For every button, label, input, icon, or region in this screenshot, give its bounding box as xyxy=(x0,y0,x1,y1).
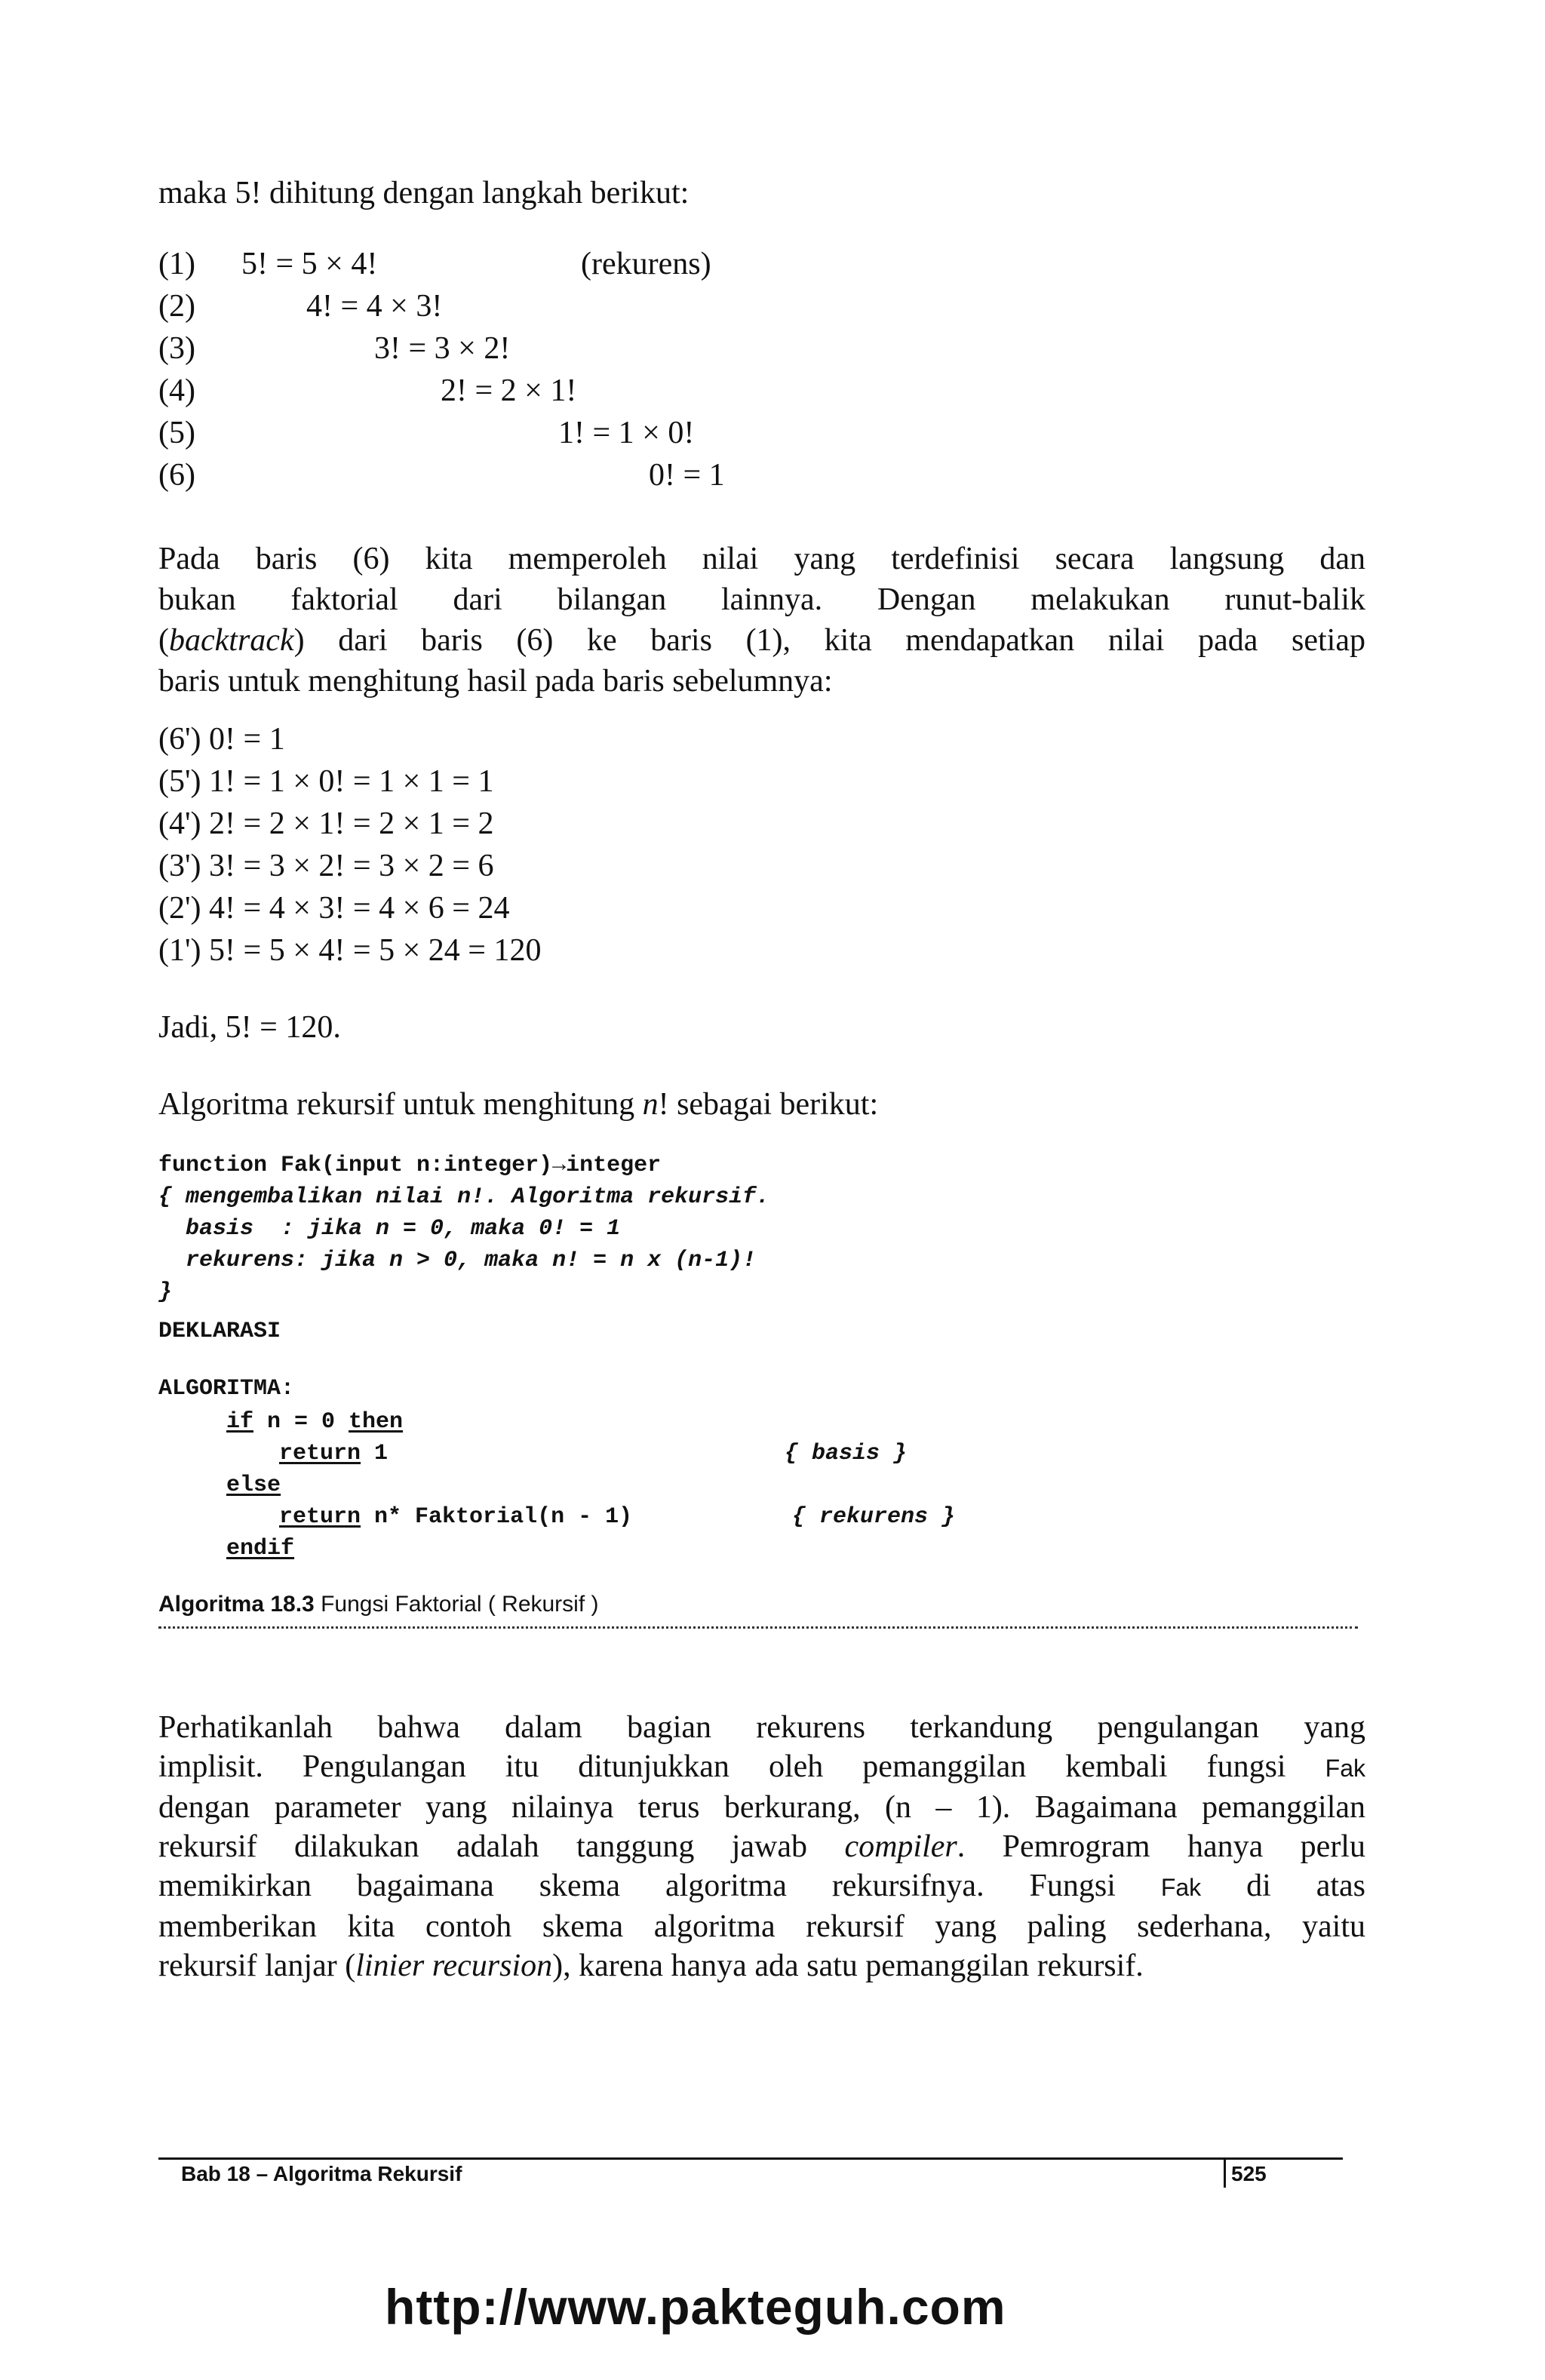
paragraph-line: implisit. Pengulangan itu ditunjukkan oleh pemanggilan kembali fungsi Fak xyxy=(158,1749,1365,1784)
code-comment-line: } xyxy=(158,1279,173,1305)
step-number: (3) xyxy=(158,331,195,366)
rekurens-note: (rekurens) xyxy=(581,247,711,281)
step-number: (1) xyxy=(158,247,195,281)
step-row xyxy=(158,330,837,373)
step-number: (4) xyxy=(158,373,195,408)
step-row xyxy=(158,288,837,330)
step-equation: 2! = 2 × 1! xyxy=(441,373,577,408)
code-comment-line: { mengembalikan nilai n!. Algoritma rekursif. xyxy=(158,1184,770,1210)
paragraph-line: rekursif lanjar (linier recursion), karena hanya ada satu pemanggilan rekursif. xyxy=(158,1949,1144,1983)
footer-rule xyxy=(158,2157,1343,2160)
paragraph-line: Perhatikanlah bahwa dalam bagian rekurens terkandung pengulangan yang xyxy=(158,1710,1365,1745)
code-comment-line: rekurens: jika n > 0, maka n! = n x (n-1)! xyxy=(158,1248,757,1273)
footer-chapter: Bab 18 – Algoritma Rekursif xyxy=(181,2162,462,2185)
code-if-line: if n = 0 then xyxy=(226,1409,404,1435)
code-endif-line: endif xyxy=(226,1536,295,1562)
step-equation: 0! = 1 xyxy=(649,458,725,493)
code-return-line: return 1 xyxy=(279,1441,389,1466)
step-number: (2) xyxy=(158,289,195,324)
code-comment-line: basis : jika n = 0, maka 0! = 1 xyxy=(158,1216,621,1242)
paragraph-line: (backtrack) dari baris (6) ke baris (1), kita mendapatkan nilai pada setiap xyxy=(158,623,1365,658)
page-number: 525 xyxy=(1231,2162,1267,2185)
paragraph-line: Pada baris (6) kita memperoleh nilai yang terdefinisi secara langsung dan xyxy=(158,542,1365,576)
backtrack-row: (5') 1! = 1 × 0! = 1 × 1 = 1 xyxy=(158,764,494,799)
intro-text: maka 5! dihitung dengan langkah berikut: xyxy=(158,176,690,210)
step-number: (5) xyxy=(158,416,195,450)
algorithm-intro: Algoritma rekursif untuk menghitung n! sebagai berikut: xyxy=(158,1087,879,1122)
step-number: (6) xyxy=(158,458,195,493)
step-equation: 1! = 1 × 0! xyxy=(558,416,695,450)
code-rekurens-comment: { rekurens } xyxy=(792,1504,956,1530)
backtrack-row: (2') 4! = 4 × 3! = 4 × 6 = 24 xyxy=(158,891,510,926)
step-row xyxy=(158,457,837,499)
step-row xyxy=(158,246,837,288)
step-row xyxy=(158,373,837,415)
compiler-term: compiler xyxy=(844,1829,957,1864)
paragraph-implicit-loop xyxy=(158,1708,1365,1985)
backtrack-row: (4') 2! = 2 × 1! = 2 × 1 = 2 xyxy=(158,806,494,841)
linier-recursion-term: linier recursion xyxy=(355,1949,553,1983)
code-return-line: return n* Faktorial(n - 1) xyxy=(279,1504,633,1530)
paragraph-line: rekursif dilakukan adalah tanggung jawab compiler. Pemrogram hanya perlu xyxy=(158,1829,1365,1864)
conclusion-text: Jadi, 5! = 120. xyxy=(158,1010,341,1045)
paragraph-line: memikirkan bagaimana skema algoritma rekursifnya. Fungsi Fak di atas xyxy=(158,1869,1365,1903)
paragraph-line: dengan parameter yang nilainya terus berkurang, (n – 1). Bagaimana pemanggilan xyxy=(158,1790,1365,1825)
code-else-line: else xyxy=(226,1473,281,1498)
backtrack-row: (1') 5! = 5 × 4! = 5 × 24 = 120 xyxy=(158,933,542,968)
code-algoritma: ALGORITMA: xyxy=(158,1376,295,1402)
paragraph-backtrack xyxy=(158,539,1365,702)
paragraph-line: bukan faktorial dari bilangan lainnya. Dengan melakukan runut-balik xyxy=(158,582,1365,617)
code-basis-comment: { basis } xyxy=(785,1441,908,1466)
paragraph-line: baris untuk menghitung hasil pada baris sebelumnya: xyxy=(158,664,833,699)
step-equation: 3! = 3 × 2! xyxy=(374,331,511,366)
backtrack-row: (6') 0! = 1 xyxy=(158,722,285,757)
code-function-header: function Fak(input n:integer)→integer xyxy=(158,1153,662,1178)
paragraph-line: memberikan kita contoh skema algoritma rekursif yang paling sederhana, yaitu xyxy=(158,1909,1365,1944)
algorithm-caption: Algoritma 18.3 Fungsi Faktorial ( Rekursif ) xyxy=(158,1592,599,1617)
backtrack-term: backtrack xyxy=(169,623,294,658)
code-term: Fak xyxy=(1325,1755,1365,1782)
code-term: Fak xyxy=(1160,1874,1202,1901)
footer-divider xyxy=(1224,2157,1226,2188)
caption-divider xyxy=(158,1626,1358,1629)
backtrack-row: (3') 3! = 3 × 2! = 3 × 2 = 6 xyxy=(158,849,494,883)
code-deklarasi: DEKLARASI xyxy=(158,1319,281,1344)
website-url: http://www.pakteguh.com xyxy=(385,2279,1006,2335)
step-equation: 4! = 4 × 3! xyxy=(306,289,443,324)
step-row xyxy=(158,415,837,457)
step-equation: 5! = 5 × 4! xyxy=(241,247,378,281)
